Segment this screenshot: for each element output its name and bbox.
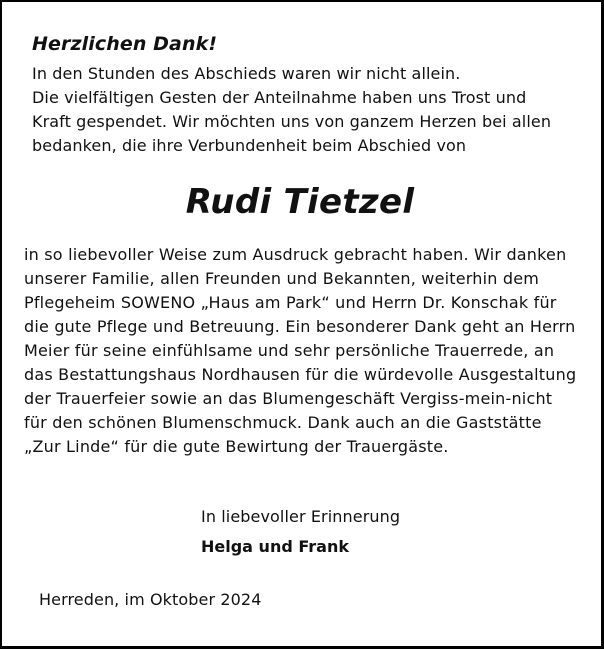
intro-line: Die vielfältigen Gesten der Anteilnahme haben uns Trost und [32, 88, 527, 107]
body-line: die gute Pflege und Betreuung. Ein besonderer Dank geht an Herrn [24, 317, 576, 336]
body-line: Pflegeheim SOWENO „Haus am Park“ und Herrn Dr. Konschak für [24, 293, 557, 312]
body-line: Meier für seine einfühlsame und sehr persönliche Trauerrede, an [24, 341, 555, 360]
body-line: unserer Familie, allen Freunden und Bekannten, weiterhin dem [24, 269, 540, 288]
intro-line: In den Stunden des Abschieds waren wir nicht allein. [32, 64, 461, 83]
closing-phrase: In liebevoller Erinnerung [201, 507, 401, 526]
deceased-name: Rudi Tietzel [185, 182, 415, 222]
intro-line: bedanken, die ihre Verbundenheit beim Abschied von [32, 136, 467, 155]
signers: Helga und Frank [201, 537, 349, 556]
body-line: der Trauerfeier sowie an das Blumengeschäft Vergiss-mein-nicht [24, 389, 553, 408]
intro-line: Kraft gespendet. Wir möchten uns von ganzem Herzen bei allen [32, 112, 552, 131]
body-line: das Bestattungshaus Nordhausen für die würdevolle Ausgestaltung [24, 365, 577, 384]
place-date: Herreden, im Oktober 2024 [39, 590, 262, 609]
heading: Herzlichen Dank! [32, 33, 218, 55]
intro-paragraph [32, 62, 551, 158]
body-paragraph [24, 243, 576, 459]
body-line: in so liebevoller Weise zum Ausdruck gebracht haben. Wir danken [24, 245, 567, 264]
body-line: „Zur Linde“ für die gute Bewirtung der Trauergäste. [24, 437, 449, 456]
body-line: für den schönen Blumenschmuck. Dank auch an die Gaststätte [24, 413, 542, 432]
